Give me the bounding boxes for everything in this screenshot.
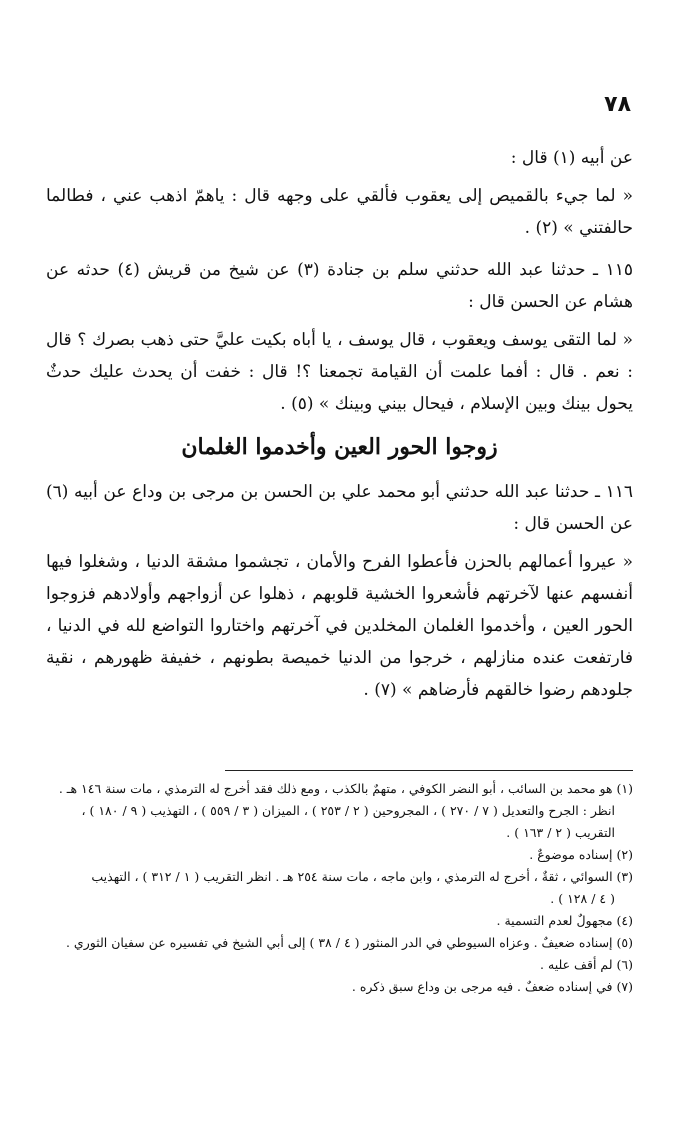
footnote-2: (٢) إسناده موضوعٌ . — [529, 847, 633, 862]
paragraph-quote-2: « لما التقى يوسف ويعقوب ، قال يوسف ، يا أباه بكيت عليَّ حتى ذهب بصرك ؟ قال : نعم . قال : أفما علمت أن القيامة تجمعنا ؟! قال : خفت أن يحدث عليك حدثٌ يحول بينك وبين الإسلام ، فيحال بيني وبينك » (٥) . — [46, 330, 633, 414]
footnote-divider — [225, 770, 633, 771]
footnote-3: (٣) السوائي ، ثقةٌ ، أخرج له الترمذي ، وابن ماجه ، مات سنة ٢٥٤ هـ . انظر التقريب ( ١ / ٣١٢ ) ، التهذيب — [91, 869, 633, 884]
footnote-4: (٤) مجهولٌ لعدم التسمية . — [496, 913, 633, 928]
paragraph-quote-1: « لما جيء بالقميص إلى يعقوب فألقي على وجهه قال : ياهمّ اذهب عني ، فطالما حالفتني » (٢) . — [46, 186, 633, 238]
main-text — [46, 142, 633, 716]
footnote-1-refs: انظر : الجرح والتعديل ( ٧ / ٢٧٠ ) ، المجروحين ( ٢ / ٢٥٣ ) ، الميزان ( ٣ / ٥٥٩ ) ، التهذيب ( ٩ / ١٨٠ ) ، — [81, 803, 615, 818]
paragraph-quote-3: « عيروا أعمالهم بالحزن فأعطوا الفرح والأمان ، تجشموا مشقة الدنيا ، وشغلوا فيها أنفسهم عنها لآخرتهم فأشعروا الخشية قلوبهم ، ذهلوا عن أزواجهم وأولادهم فزوجوا الحور العين ، وأخدموا الغلمان المخلدين في آخرتهم واختاروا التواضع لله في الدنيا ، فارتفعت عنده منازلهم ، خرجوا من الدنيا خميصة بطونهم ، خفيفة ظهورهم ، نقية جلودهم رضوا خالقهم فأرضاهم » (٧) . — [46, 552, 633, 700]
page-number: ٧٨ — [604, 92, 631, 117]
footnote-6: (٦) لم أقف عليه . — [540, 957, 633, 972]
paragraph-intro: عن أبيه (١) قال : — [510, 148, 633, 168]
footnote-3-refs-end: ( ٤ / ١٢٨ ) . — [550, 891, 615, 906]
footnotes — [40, 778, 633, 998]
footnote-1-refs-end: التقريب ( ٢ / ١٦٣ ) . — [506, 825, 615, 840]
footnote-7: (٧) في إسناده ضعفٌ . فيه مرجى بن وداع سبق ذكره . — [351, 979, 633, 994]
paragraph-hadith-116: ١١٦ ـ حدثنا عبد الله حدثني أبو محمد علي بن الحسن بن مرجى بن وداع عن أبيه (٦) عن الحسن قال : — [46, 482, 633, 534]
paragraph-hadith-115: ١١٥ ـ حدثنا عبد الله حدثني سلم بن جنادة (٣) عن شيخ من قريش (٤) حدثه عن هشام عن الحسن قال : — [46, 260, 633, 312]
footnote-5: (٥) إسناده ضعيفٌ . وعزاه السيوطي في الدر المنثور ( ٤ / ٣٨ ) إلى أبي الشيخ في تفسيره عن سفيان الثوري . — [65, 935, 633, 950]
section-heading: زوجوا الحور العين وأخدموا الغلمان — [181, 434, 498, 460]
footnote-1: (١) هو محمد بن السائب ، أبو النضر الكوفي ، متهمٌ بالكذب ، ومع ذلك فقد أخرج له الترمذي ، مات سنة ١٤٦ هـ . — [58, 781, 633, 796]
